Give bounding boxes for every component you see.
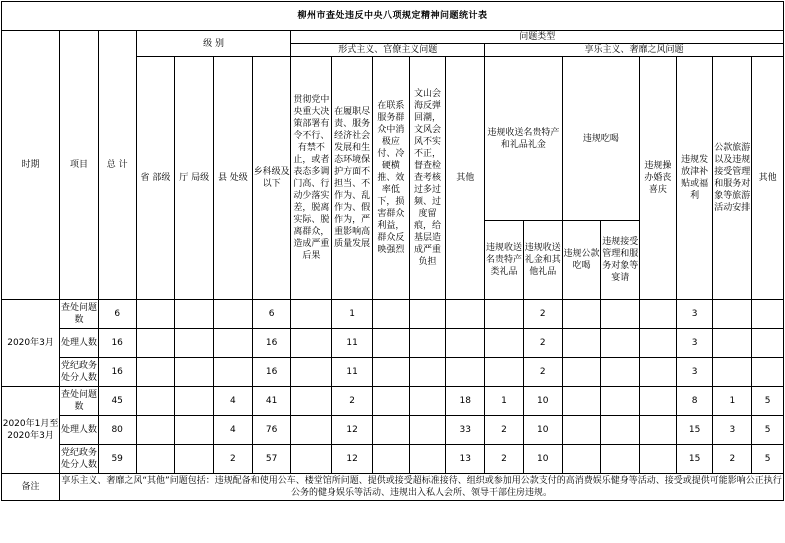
header-dining-public: 违规公款吃喝 (562, 221, 601, 300)
data-cell (136, 329, 175, 358)
header-wedding-funeral: 违规操办婚丧喜庆 (640, 57, 677, 300)
data-cell: 2 (485, 445, 524, 474)
data-cell (601, 416, 640, 445)
data-cell (175, 300, 214, 329)
data-cell: 2 (523, 329, 562, 358)
data-cell (409, 387, 446, 416)
header-dining-group: 违规吃喝 (562, 57, 639, 221)
data-cell: 4 (214, 387, 253, 416)
header-period: 时期 (2, 31, 60, 300)
row-item-label: 处理人数 (60, 416, 99, 445)
data-cell (640, 329, 677, 358)
data-cell: 16 (98, 329, 136, 358)
data-cell (601, 329, 640, 358)
data-cell (373, 445, 410, 474)
data-cell: 2 (523, 358, 562, 387)
data-cell: 6 (98, 300, 136, 329)
data-cell: 2 (523, 300, 562, 329)
data-cell (373, 300, 410, 329)
data-cell: 4 (214, 416, 253, 445)
header-formalism-col-4: 文山会海反弹回潮，文风会风不实不正，督查检查考核过多过频、过度留痕，给基层造成严重负担 (409, 57, 446, 300)
period-label: 2020年1月至2020年3月 (2, 387, 60, 474)
data-cell: 1 (332, 300, 373, 329)
data-cell: 5 (752, 445, 784, 474)
row-item-label: 处理人数 (60, 329, 99, 358)
data-cell: 13 (446, 445, 485, 474)
header-problem-type: 问题类型 (291, 31, 784, 44)
data-cell (752, 358, 784, 387)
data-cell: 8 (676, 387, 713, 416)
data-cell (446, 329, 485, 358)
data-cell (562, 358, 601, 387)
header-level-province: 省 部级 (136, 57, 175, 300)
data-cell (373, 358, 410, 387)
data-cell (485, 329, 524, 358)
data-cell (640, 387, 677, 416)
data-cell (291, 387, 332, 416)
data-cell (373, 329, 410, 358)
data-cell (175, 445, 214, 474)
data-cell: 41 (252, 387, 291, 416)
data-cell (446, 358, 485, 387)
data-cell: 15 (676, 416, 713, 445)
data-cell (409, 300, 446, 329)
data-cell: 10 (523, 416, 562, 445)
table-row (2, 358, 784, 387)
header-hedonism-other: 其他 (752, 57, 784, 300)
header-formalism-col-3: 在联系服务群众中消极应付、冷硬横推、效率低下，损害群众利益，群众反映强烈 (373, 57, 410, 300)
data-cell: 11 (332, 329, 373, 358)
data-cell (291, 416, 332, 445)
data-cell (752, 329, 784, 358)
header-total: 总 计 (98, 31, 136, 300)
header-dining-banquet: 违规接受管理和服务对象等宴请 (601, 221, 640, 300)
data-cell (601, 358, 640, 387)
data-cell: 12 (332, 445, 373, 474)
data-cell (409, 445, 446, 474)
data-rows (2, 300, 784, 474)
table-row (2, 416, 784, 445)
note-label: 备注 (2, 474, 60, 501)
data-cell: 3 (713, 416, 752, 445)
data-cell (175, 387, 214, 416)
data-cell: 10 (523, 387, 562, 416)
data-cell (601, 300, 640, 329)
data-cell (713, 300, 752, 329)
header-level-county: 县 处级 (214, 57, 253, 300)
data-cell: 16 (252, 329, 291, 358)
data-cell: 11 (332, 358, 373, 387)
data-cell (136, 358, 175, 387)
header-formalism-col-2: 在履职尽责、服务经济社会发展和生态环境保护方面不担当、不作为、乱作为、假作为，严重影响高质量发展 (332, 57, 373, 300)
data-cell (136, 300, 175, 329)
data-cell (214, 358, 253, 387)
data-cell (291, 300, 332, 329)
header-formalism-other: 其他 (446, 57, 485, 300)
row-item-label: 查处问题数 (60, 300, 99, 329)
data-cell (562, 445, 601, 474)
data-cell: 10 (523, 445, 562, 474)
data-cell (601, 445, 640, 474)
data-cell: 45 (98, 387, 136, 416)
data-cell (640, 445, 677, 474)
data-cell (214, 300, 253, 329)
data-cell (291, 329, 332, 358)
data-cell: 2 (332, 387, 373, 416)
data-cell (562, 329, 601, 358)
data-cell: 33 (446, 416, 485, 445)
data-cell: 1 (713, 387, 752, 416)
data-cell (752, 300, 784, 329)
period-label: 2020年3月 (2, 300, 60, 387)
data-cell (601, 387, 640, 416)
data-cell: 3 (676, 300, 713, 329)
header-level-township: 乡科级及以下 (252, 57, 291, 300)
data-cell: 5 (752, 387, 784, 416)
data-cell (562, 387, 601, 416)
header-gifts-specialty: 违规收送名贵特产类礼品 (485, 221, 524, 300)
data-cell (175, 329, 214, 358)
header-gifts-group: 违规收送名贵特产和礼品礼金 (485, 57, 562, 221)
data-cell (713, 358, 752, 387)
data-cell: 16 (98, 358, 136, 387)
row-item-label: 党纪政务处分人数 (60, 445, 99, 474)
data-cell (136, 445, 175, 474)
data-cell (291, 358, 332, 387)
data-cell (136, 416, 175, 445)
data-cell (409, 416, 446, 445)
data-cell (640, 300, 677, 329)
data-cell (175, 416, 214, 445)
data-cell (713, 329, 752, 358)
data-cell: 80 (98, 416, 136, 445)
data-cell (373, 416, 410, 445)
data-cell (446, 300, 485, 329)
data-cell (640, 416, 677, 445)
header-item: 项目 (60, 31, 99, 300)
data-cell (175, 358, 214, 387)
data-cell: 12 (332, 416, 373, 445)
data-cell (562, 300, 601, 329)
table-row (2, 329, 784, 358)
data-cell (214, 329, 253, 358)
data-cell: 76 (252, 416, 291, 445)
data-cell (409, 329, 446, 358)
header-level-bureau: 厅 局级 (175, 57, 214, 300)
data-cell: 2 (214, 445, 253, 474)
data-cell: 6 (252, 300, 291, 329)
table-row (2, 300, 784, 329)
header-gifts-money: 违规收送礼金和其他礼品 (523, 221, 562, 300)
header-formalism-group: 形式主义、官僚主义问题 (291, 44, 485, 57)
data-cell: 16 (252, 358, 291, 387)
statistics-table (1, 1, 784, 501)
data-cell: 18 (446, 387, 485, 416)
table-row (2, 387, 784, 416)
header-formalism-col-1: 贯彻党中央重大决策部署有令不行、有禁不止，或者表态多调门高、行动少落实差，脱离实际、脱离群众，造成严重后果 (291, 57, 332, 300)
table-row (2, 445, 784, 474)
data-cell (640, 358, 677, 387)
data-cell: 5 (752, 416, 784, 445)
header-allowance: 违规发放津补贴或福利 (676, 57, 713, 300)
data-cell (373, 387, 410, 416)
table-title: 柳州市查处违反中央八项规定精神问题统计表 (2, 2, 784, 31)
data-cell: 2 (713, 445, 752, 474)
header-level-group: 级 别 (136, 31, 291, 57)
data-cell: 59 (98, 445, 136, 474)
data-cell (485, 358, 524, 387)
data-cell: 2 (485, 416, 524, 445)
row-item-label: 党纪政务处分人数 (60, 358, 99, 387)
row-item-label: 查处问题数 (60, 387, 99, 416)
header-hedonism-group: 享乐主义、奢靡之风问题 (485, 44, 784, 57)
data-cell: 3 (676, 329, 713, 358)
data-cell: 57 (252, 445, 291, 474)
data-cell (485, 300, 524, 329)
note-text: 享乐主义、奢靡之风“其他”问题包括：违规配备和使用公车、楼堂馆所问题、提供或接受超标准接待、组织或参加用公款支付的高消费娱乐健身等活动、接受或提供可能影响公正执行公务的健身娱乐等活动、违规出入私人会所、领导干部住房违规。 (60, 474, 784, 501)
data-cell: 3 (676, 358, 713, 387)
data-cell (136, 387, 175, 416)
header-travel: 公款旅游以及违规接受管理和服务对象等旅游活动安排 (713, 57, 752, 300)
data-cell: 1 (485, 387, 524, 416)
data-cell (409, 358, 446, 387)
data-cell (562, 416, 601, 445)
data-cell: 15 (676, 445, 713, 474)
data-cell (291, 445, 332, 474)
